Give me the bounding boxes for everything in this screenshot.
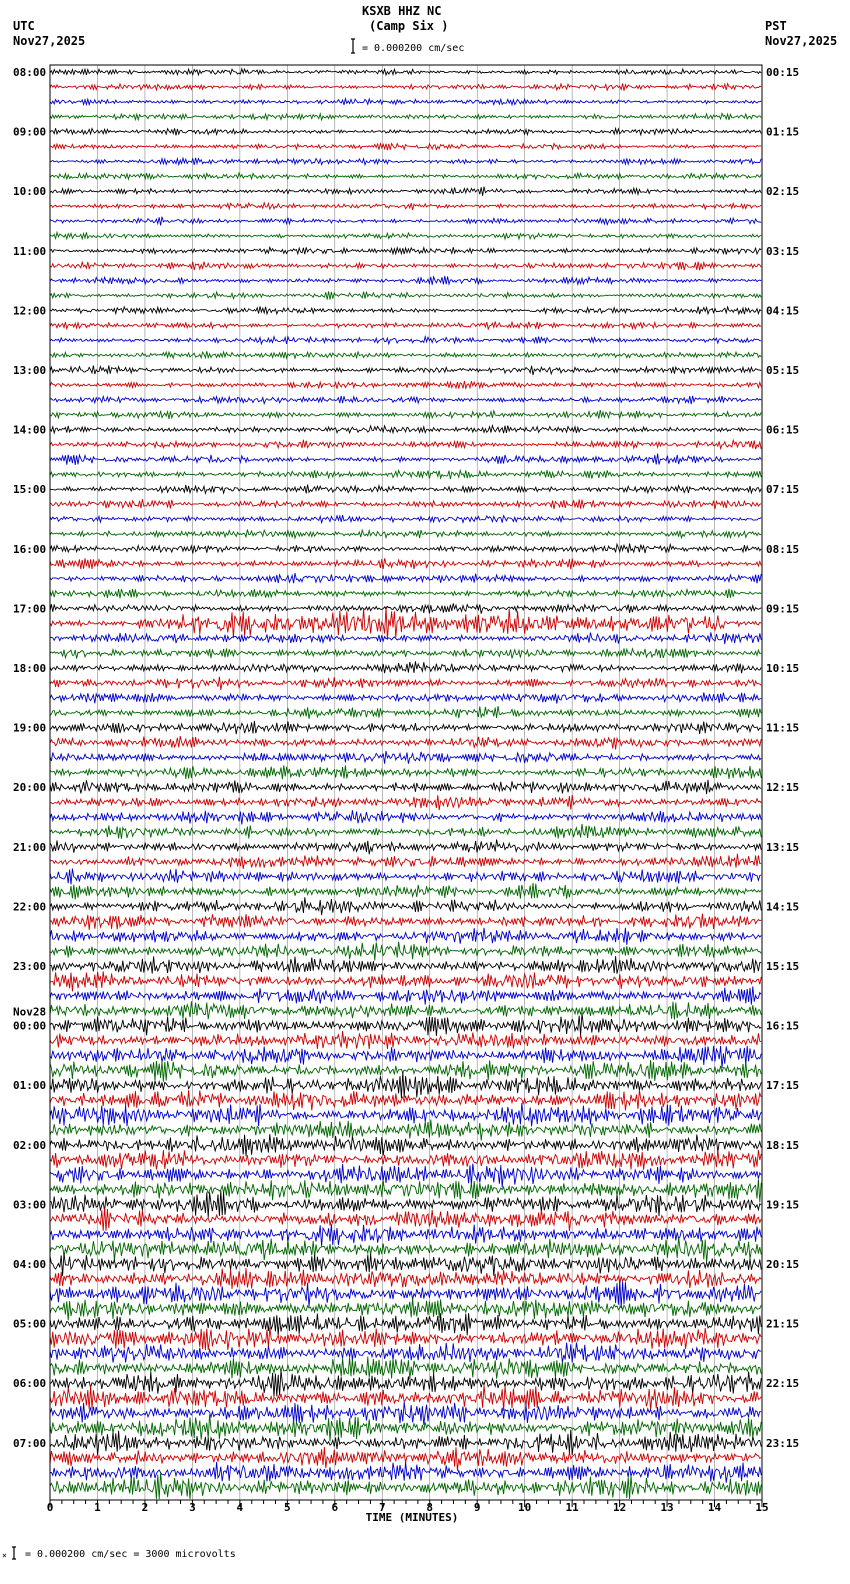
x-tick-label: 1 bbox=[94, 1501, 101, 1514]
utc-hour-label: 11:00 bbox=[13, 244, 47, 258]
pst-hour-label: 03:15 bbox=[766, 244, 800, 258]
scale-label: = 0.000200 cm/sec bbox=[362, 43, 465, 54]
trace-line bbox=[50, 530, 761, 539]
utc-hour-label: 12:00 bbox=[13, 304, 47, 318]
utc-day-label: Nov28 bbox=[13, 1005, 47, 1019]
trace-line bbox=[50, 677, 761, 690]
utc-hour-label: 23:00 bbox=[13, 960, 47, 973]
trace-line bbox=[50, 1473, 761, 1499]
pst-hour-label: 23:15 bbox=[766, 1436, 800, 1450]
x-tick-label: 3 bbox=[189, 1501, 196, 1514]
utc-hour-label: 18:00 bbox=[13, 662, 47, 675]
pst-date: Nov27,2025 bbox=[765, 34, 838, 48]
utc-hour-label: 06:00 bbox=[13, 1377, 47, 1391]
x-axis-label: TIME (MINUTES) bbox=[365, 1511, 459, 1524]
trace-line bbox=[50, 1150, 761, 1170]
trace-line bbox=[50, 971, 761, 991]
trace-line bbox=[50, 1207, 761, 1231]
trace-line bbox=[50, 1327, 761, 1350]
trace-line bbox=[50, 824, 761, 839]
trace-line bbox=[50, 396, 761, 404]
trace-line bbox=[50, 187, 761, 196]
trace-line bbox=[50, 869, 761, 885]
pst-hour-label: 22:15 bbox=[766, 1377, 800, 1391]
trace-line bbox=[50, 854, 761, 869]
utc-hour-label: 17:00 bbox=[13, 602, 47, 616]
trace-line bbox=[50, 1179, 761, 1202]
trace-line bbox=[50, 883, 761, 899]
trace-line bbox=[50, 322, 761, 330]
trace-line bbox=[50, 351, 761, 358]
x-tick-label: 12 bbox=[612, 1501, 627, 1514]
trace-line bbox=[50, 454, 761, 465]
trace-line bbox=[50, 544, 761, 554]
trace-line bbox=[50, 232, 761, 239]
pst-hour-label: 11:15 bbox=[766, 721, 800, 735]
trace-line bbox=[50, 897, 761, 915]
pst-hour-label: 07:15 bbox=[766, 483, 800, 497]
utc-hour-label: 19:00 bbox=[13, 721, 47, 735]
pst-hour-label: 04:15 bbox=[766, 304, 800, 318]
trace-line bbox=[50, 381, 761, 389]
trace-line bbox=[50, 499, 761, 509]
pst-hour-label: 12:15 bbox=[766, 781, 800, 795]
pst-hour-label: 13:15 bbox=[766, 840, 800, 854]
x-tick-label: 6 bbox=[331, 1501, 339, 1514]
trace-line bbox=[50, 840, 761, 855]
pst-label: PST bbox=[765, 19, 787, 33]
utc-date: Nov27,2025 bbox=[13, 34, 86, 48]
trace-line bbox=[50, 795, 761, 810]
trace-line bbox=[50, 1313, 761, 1335]
trace-line bbox=[50, 1402, 761, 1425]
trace-line bbox=[50, 1357, 761, 1379]
x-tick-label: 8 bbox=[426, 1501, 434, 1514]
x-tick-label: 4 bbox=[236, 1501, 244, 1514]
trace-line bbox=[50, 262, 761, 271]
trace-line bbox=[50, 485, 761, 494]
trace-line bbox=[50, 366, 761, 376]
trace-line bbox=[50, 247, 761, 254]
trace-line bbox=[50, 515, 761, 523]
utc-hour-label: 20:00 bbox=[13, 781, 47, 795]
trace-line bbox=[50, 217, 761, 226]
trace-line bbox=[50, 1462, 761, 1483]
x-tick-label: 0 bbox=[46, 1501, 54, 1514]
pst-hour-label: 06:15 bbox=[766, 423, 800, 437]
footer-scale-label: = 0.000200 cm/sec = 3000 microvolts bbox=[25, 1549, 236, 1560]
footer-scale-bar-icon bbox=[12, 1547, 16, 1559]
trace-line bbox=[50, 470, 761, 479]
station-title: KSXB HHZ NC bbox=[362, 4, 442, 18]
trace-line bbox=[50, 589, 761, 598]
trace-line bbox=[50, 1001, 761, 1019]
trace-line bbox=[50, 661, 761, 673]
pst-hour-label: 00:15 bbox=[766, 66, 800, 79]
x-tick-label: 13 bbox=[660, 1501, 674, 1514]
utc-hour-label: 05:00 bbox=[13, 1317, 47, 1331]
utc-hour-label: 10:00 bbox=[13, 185, 47, 199]
pst-hour-label: 16:15 bbox=[766, 1019, 800, 1033]
pst-hour-label: 14:15 bbox=[766, 900, 800, 914]
trace-line bbox=[50, 1134, 761, 1156]
trace-line bbox=[50, 426, 761, 434]
trace-line bbox=[50, 1343, 761, 1363]
trace-line bbox=[50, 143, 761, 150]
utc-hour-label: 22:00 bbox=[13, 900, 47, 914]
trace-line bbox=[50, 128, 761, 135]
pst-hour-label: 20:15 bbox=[766, 1258, 800, 1271]
x-tick-label: 7 bbox=[378, 1501, 386, 1514]
trace-line bbox=[50, 1013, 761, 1036]
pst-hour-label: 19:15 bbox=[766, 1198, 800, 1212]
pst-hour-label: 09:15 bbox=[766, 602, 800, 616]
trace-line bbox=[50, 1224, 761, 1246]
utc-hour-label: 03:00 bbox=[13, 1198, 47, 1212]
pst-hour-label: 05:15 bbox=[766, 364, 800, 377]
trace-line bbox=[50, 648, 761, 658]
pst-hour-label: 10:15 bbox=[766, 662, 800, 675]
footer-mark-icon: × bbox=[2, 1551, 7, 1560]
pst-hour-label: 17:15 bbox=[766, 1079, 800, 1093]
trace-line bbox=[50, 751, 761, 764]
trace-line bbox=[50, 956, 761, 974]
x-tick-label: 14 bbox=[707, 1501, 722, 1514]
utc-hour-label: 08:00 bbox=[13, 66, 47, 79]
trace-line bbox=[50, 113, 761, 120]
trace-line bbox=[50, 1430, 761, 1456]
trace-line bbox=[50, 99, 761, 105]
trace-line bbox=[50, 692, 761, 703]
x-tick-label: 15 bbox=[755, 1501, 769, 1514]
site-name: (Camp Six ) bbox=[369, 19, 449, 33]
pst-hour-label: 21:15 bbox=[766, 1317, 800, 1331]
trace-line bbox=[50, 1298, 761, 1321]
pst-hour-label: 02:15 bbox=[766, 185, 800, 199]
pst-hour-label: 15:15 bbox=[766, 960, 800, 973]
trace-line bbox=[50, 291, 761, 299]
trace-line bbox=[50, 558, 761, 569]
utc-hour-label: 01:00 bbox=[13, 1079, 47, 1093]
trace-line bbox=[50, 721, 761, 734]
scale-bar-icon bbox=[351, 39, 355, 53]
trace-line bbox=[50, 173, 761, 179]
trace-line bbox=[50, 573, 761, 583]
trace-line bbox=[50, 1253, 761, 1276]
trace-line bbox=[50, 69, 761, 75]
pst-hour-label: 01:15 bbox=[766, 125, 800, 139]
utc-hour-label: 21:00 bbox=[13, 840, 47, 854]
trace-line bbox=[50, 603, 761, 613]
trace-line bbox=[50, 83, 761, 90]
trace-line bbox=[50, 810, 761, 824]
utc-hour-label: 04:00 bbox=[13, 1258, 47, 1271]
trace-line bbox=[50, 1120, 761, 1141]
trace-line bbox=[50, 1268, 761, 1289]
utc-hour-label: 14:00 bbox=[13, 423, 47, 437]
trace-line bbox=[50, 928, 761, 945]
trace-line bbox=[50, 410, 761, 419]
utc-hour-label: 09:00 bbox=[13, 125, 47, 139]
utc-hour-label: 15:00 bbox=[13, 483, 47, 497]
trace-line bbox=[50, 736, 761, 750]
trace-line bbox=[50, 1090, 761, 1110]
utc-hour-label: 00:00 bbox=[13, 1019, 47, 1033]
trace-line bbox=[50, 765, 761, 779]
trace-line bbox=[50, 337, 761, 344]
trace-line bbox=[50, 203, 761, 210]
trace-line bbox=[50, 1103, 761, 1126]
utc-hour-label: 16:00 bbox=[13, 542, 47, 556]
trace-line bbox=[50, 986, 761, 1004]
trace-line bbox=[50, 276, 761, 285]
trace-line bbox=[50, 440, 761, 449]
trace-line bbox=[50, 1385, 761, 1410]
x-tick-label: 10 bbox=[518, 1501, 532, 1514]
utc-hour-label: 02:00 bbox=[13, 1138, 47, 1152]
trace-line bbox=[50, 780, 761, 794]
trace-line bbox=[50, 914, 761, 930]
trace-line bbox=[50, 706, 761, 719]
pst-hour-label: 08:15 bbox=[766, 542, 800, 556]
trace-line bbox=[50, 158, 761, 165]
x-tick-label: 2 bbox=[141, 1501, 149, 1514]
utc-hour-label: 07:00 bbox=[13, 1436, 47, 1450]
x-tick-label: 9 bbox=[473, 1501, 481, 1514]
trace-line bbox=[50, 606, 761, 640]
utc-label: UTC bbox=[13, 19, 35, 33]
trace-line bbox=[50, 632, 761, 644]
trace-line bbox=[50, 306, 761, 314]
pst-hour-label: 18:15 bbox=[766, 1138, 800, 1152]
trace-line bbox=[50, 942, 761, 961]
x-tick-label: 5 bbox=[284, 1501, 291, 1514]
trace-line bbox=[50, 1031, 761, 1049]
utc-hour-label: 13:00 bbox=[13, 364, 47, 377]
x-tick-label: 11 bbox=[565, 1501, 579, 1514]
